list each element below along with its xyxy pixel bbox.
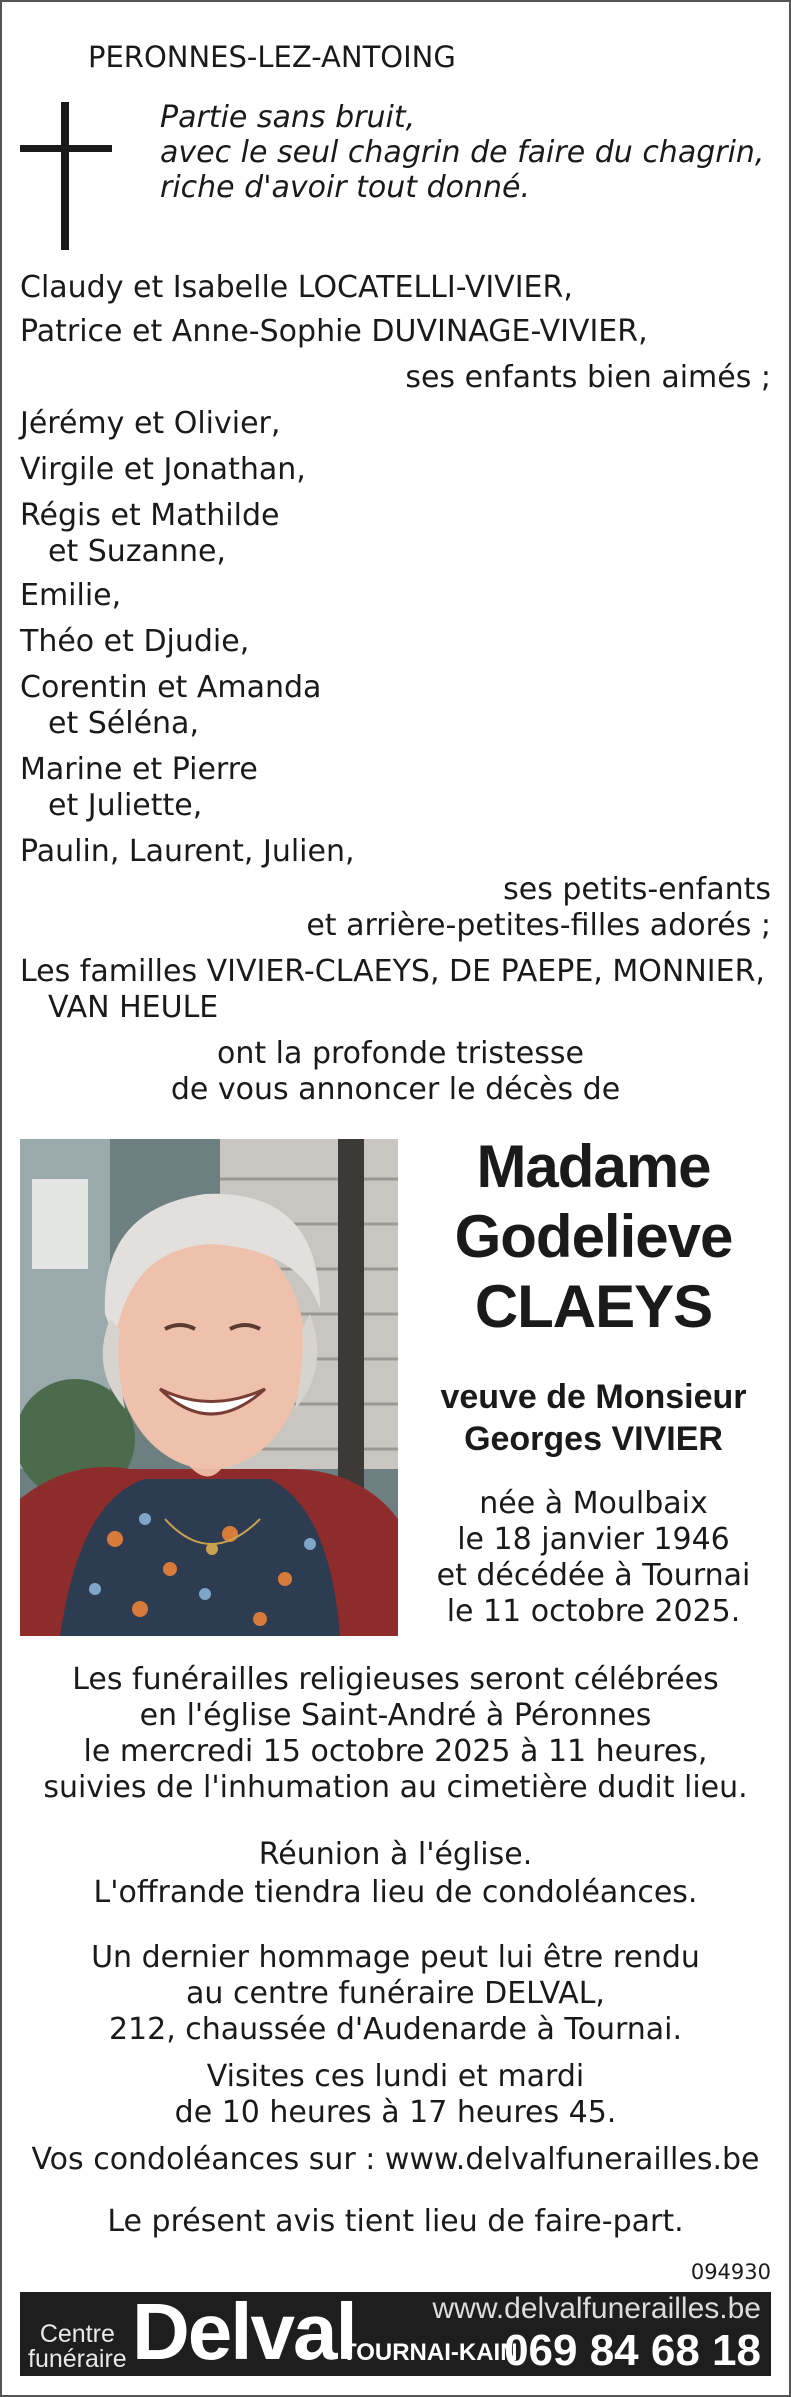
- grandchildren-caption-1: ses petits-enfants: [503, 872, 771, 907]
- grandchildren-caption-2: et arrière-petites-filles adorés ;: [306, 908, 771, 943]
- city-label: TOURNAI-KAIN: [342, 2339, 518, 2366]
- families-line-2: VAN HEULE: [48, 990, 219, 1025]
- epitaph-line-3: riche d'avoir tout donné.: [160, 170, 531, 205]
- website-link[interactable]: www.delvalfunerailles.be: [432, 2292, 761, 2325]
- tribute-line: 212, chaussée d'Audenarde à Tournai.: [108, 2012, 683, 2047]
- grandchild-line: Emilie,: [20, 578, 122, 613]
- cross-icon: [20, 102, 112, 250]
- funeral-line: Les funérailles religieuses seront célébrées: [72, 1662, 719, 1697]
- centre-label-line-2: funéraire: [28, 2345, 127, 2373]
- grandchild-line: Virgile et Jonathan,: [20, 452, 306, 487]
- grandchild-line: Corentin et Amanda: [20, 670, 322, 705]
- birth-place: née à Moulbaix: [479, 1486, 708, 1521]
- announcement-line-1: ont la profonde tristesse: [217, 1036, 584, 1071]
- phone-number[interactable]: 069 84 68 18: [504, 2326, 761, 2375]
- notice-line: Le présent avis tient lieu de faire-part.: [107, 2204, 684, 2239]
- grandchild-line: et Suzanne,: [48, 534, 226, 569]
- visits-line: Visites ces lundi et mardi: [206, 2059, 585, 2094]
- centre-label-line-1: Centre: [39, 2320, 115, 2348]
- families-line-1: Les familles VIVIER-CLAEYS, DE PAEPE, MONNIER,: [20, 954, 765, 989]
- grandchild-line: et Séléna,: [48, 706, 199, 741]
- birth-date: le 18 janvier 1946: [457, 1522, 730, 1557]
- deceased-first-name: Godelieve: [454, 1203, 733, 1270]
- grandchild-line: Théo et Djudie,: [20, 624, 250, 659]
- epitaph-line-2: avec le seul chagrin de faire du chagrin,: [160, 135, 765, 170]
- deceased-title: Madame: [476, 1133, 711, 1200]
- meeting-line: L'offrande tiendra lieu de condoléances.: [93, 1875, 698, 1910]
- grandchild-line: Paulin, Laurent, Julien,: [20, 834, 355, 869]
- epitaph-line-1: Partie sans bruit,: [160, 100, 416, 135]
- children-line-2: Patrice et Anne-Sophie DUVINAGE-VIVIER,: [20, 314, 648, 349]
- grandchild-line: Régis et Mathilde: [20, 498, 280, 533]
- tribute-line: Un dernier hommage peut lui être rendu: [91, 1940, 700, 1975]
- deceased-last-name: CLAEYS: [474, 1273, 713, 1340]
- reference-number: 094930: [690, 2260, 771, 2284]
- children-caption: ses enfants bien aimés ;: [405, 360, 771, 395]
- location-heading: PERONNES-LEZ-ANTOING: [88, 40, 456, 74]
- death-date: le 11 octobre 2025.: [446, 1594, 741, 1629]
- funeral-home-footer: [20, 2287, 771, 2376]
- tribute-line: au centre funéraire DELVAL,: [186, 1976, 605, 2011]
- announcement-line-2: de vous annoncer le décès de: [170, 1072, 621, 1107]
- grandchild-line: Marine et Pierre: [20, 752, 258, 787]
- meeting-line: Réunion à l'église.: [258, 1837, 533, 1872]
- brand-logo: Delval: [132, 2287, 356, 2376]
- deceased-portrait: [20, 1139, 398, 1636]
- widow-line-1: veuve de Monsieur: [440, 1378, 747, 1416]
- condolences-link[interactable]: Vos condoléances sur : www.delvalfunerailles.be: [31, 2142, 760, 2177]
- visits-line: de 10 heures à 17 heures 45.: [174, 2095, 617, 2130]
- death-place: et décédée à Tournai: [436, 1558, 751, 1593]
- grandchild-line: et Juliette,: [48, 788, 203, 823]
- funeral-line: en l'église Saint-André à Péronnes: [139, 1698, 652, 1733]
- children-line-1: Claudy et Isabelle LOCATELLI-VIVIER,: [20, 270, 573, 305]
- funeral-line: suivies de l'inhumation au cimetière dudit lieu.: [43, 1770, 748, 1805]
- widow-line-2: Georges VIVIER: [464, 1420, 723, 1458]
- funeral-line: le mercredi 15 octobre 2025 à 11 heures,: [83, 1734, 708, 1769]
- centre-label: [28, 2322, 127, 2372]
- grandchild-line: Jérémy et Olivier,: [20, 406, 281, 441]
